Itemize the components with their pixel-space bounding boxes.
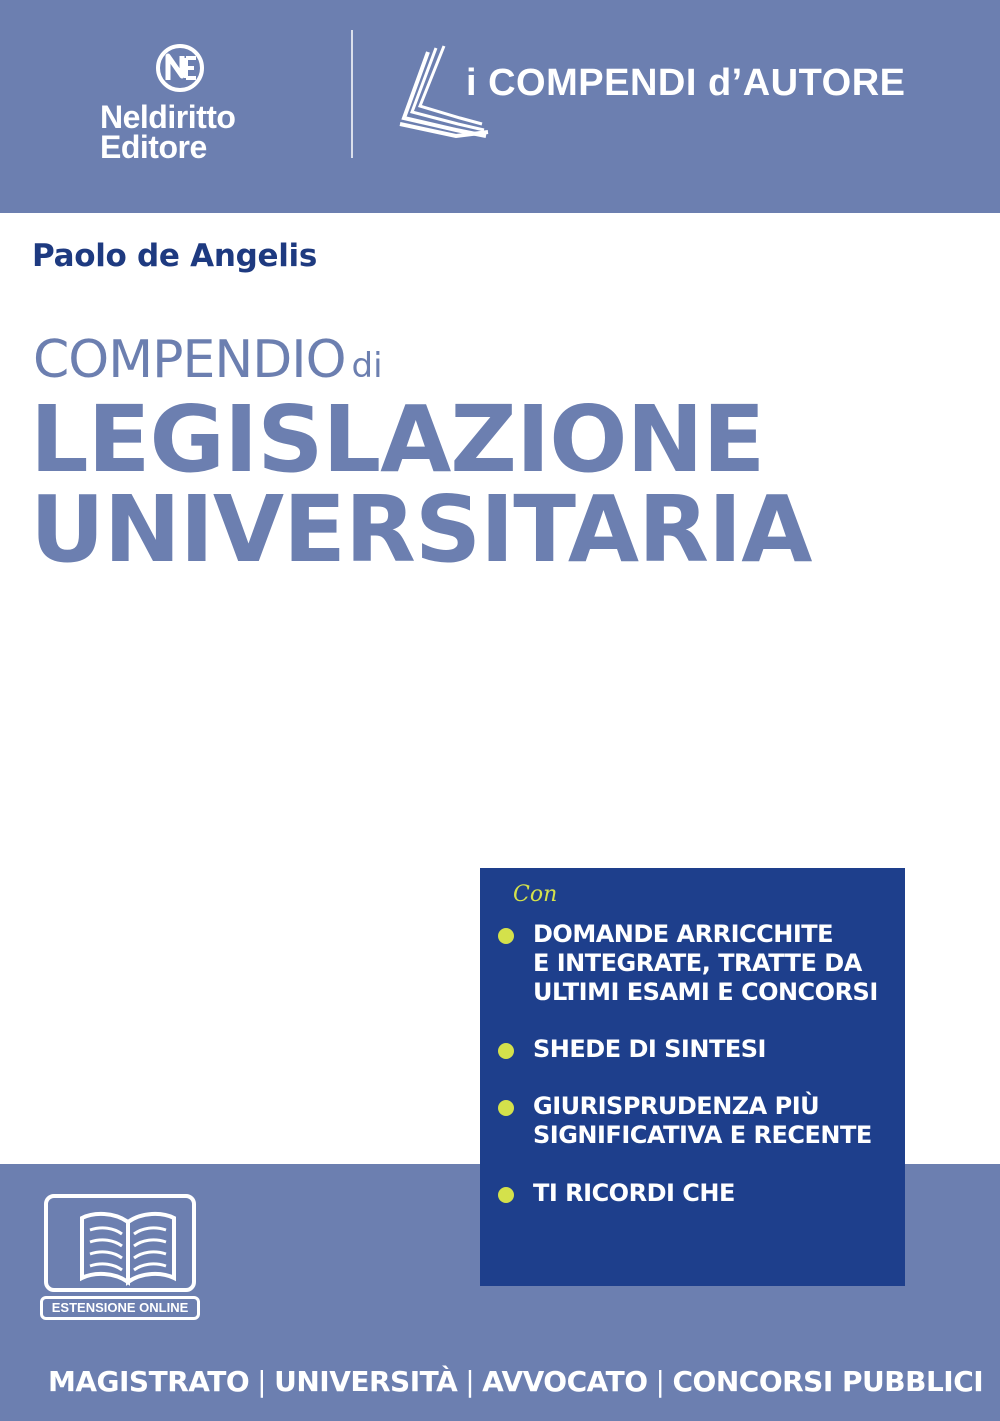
- monitor-icon: [44, 1194, 196, 1292]
- target-separator: |: [655, 1365, 665, 1398]
- target-audience: [48, 1365, 983, 1398]
- bullet-icon: [498, 1043, 514, 1059]
- target-magistrato: MAGISTRATO: [48, 1365, 250, 1398]
- header-divider: [351, 30, 353, 158]
- publisher-name: Neldiritto Editore: [100, 99, 236, 165]
- bullet-icon: [498, 1187, 514, 1203]
- features-intro: Con: [513, 882, 558, 907]
- title-connector: di: [351, 346, 383, 386]
- target-separator: |: [465, 1365, 475, 1398]
- author-name: Paolo de Angelis: [32, 238, 318, 274]
- online-extension-badge: [40, 1190, 200, 1324]
- online-extension-label: ESTENSIONE ONLINE: [40, 1296, 200, 1320]
- features-box: [480, 868, 905, 1286]
- target-separator: |: [257, 1365, 267, 1398]
- feature-text: DOMANDE ARRICCHITE E INTEGRATE, TRATTE DA ULTIMI ESAMI E CONCORSI: [533, 920, 878, 1006]
- target-avvocato: AVVOCATO: [482, 1365, 648, 1398]
- title-line-1: LEGISLAZIONE: [30, 386, 765, 493]
- header-band: [0, 0, 1000, 213]
- feature-text: TI RICORDI CHE: [533, 1179, 735, 1207]
- bullet-icon: [498, 928, 514, 944]
- publisher-mark-icon: [156, 44, 204, 92]
- publisher-logo: [96, 44, 276, 174]
- title-prefix-line: [33, 330, 383, 390]
- title-line-2: UNIVERSITARIA: [30, 476, 812, 583]
- target-concorsi: CONCORSI PUBBLICI: [672, 1365, 984, 1398]
- feature-text: GIURISPRUDENZA PIÙ SIGNIFICATIVA E RECENTE: [533, 1092, 872, 1149]
- title-prefix: COMPENDIO: [33, 330, 346, 390]
- target-universita: UNIVERSITÀ: [274, 1365, 458, 1398]
- book-title: [30, 386, 812, 583]
- book-icon: [78, 1208, 178, 1286]
- feature-text: SHEDE DI SINTESI: [533, 1035, 766, 1063]
- series-title: i COMPENDI d’AUTORE: [466, 62, 906, 104]
- bullet-icon: [498, 1100, 514, 1116]
